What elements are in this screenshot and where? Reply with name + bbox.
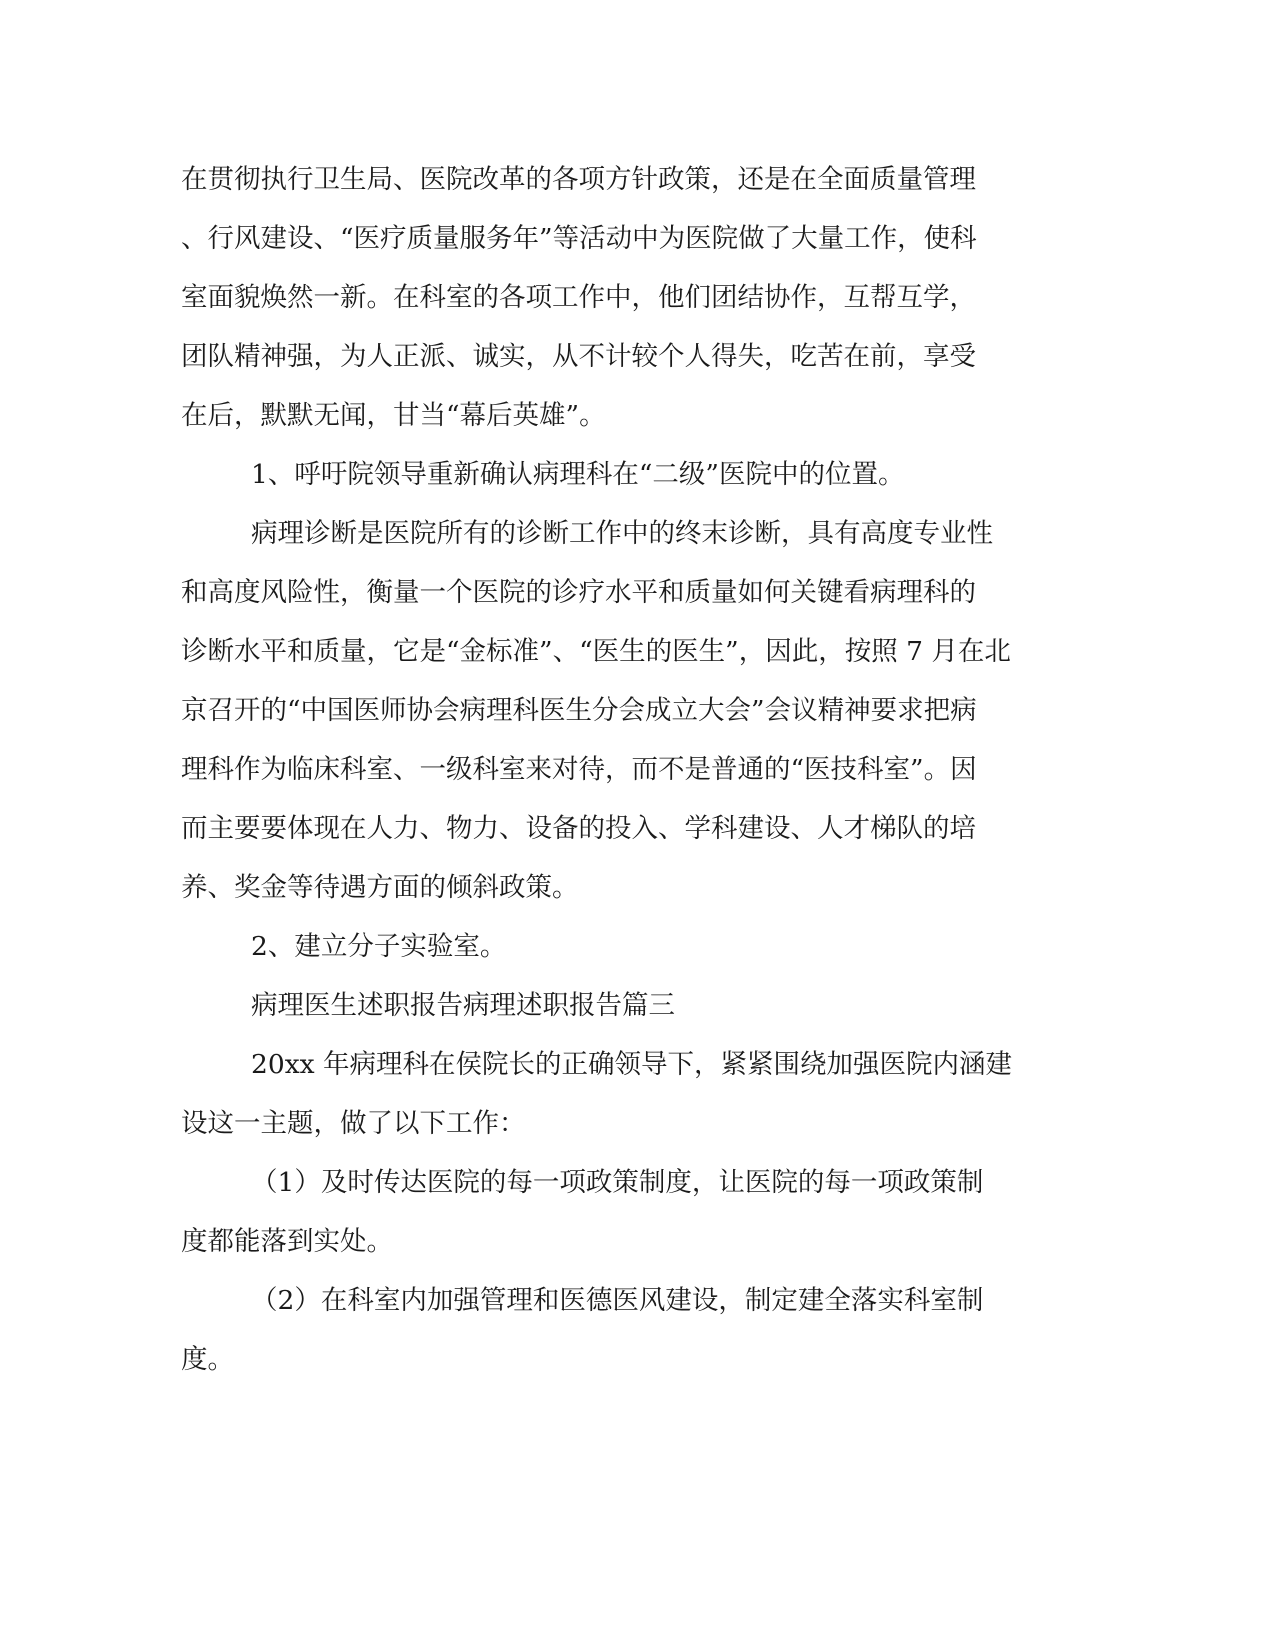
text-line: 度。 (181, 1344, 234, 1375)
text-line: 团队精神强，为人正派、诚实，从不计较个人得失，吃苦在前，享受 (181, 341, 976, 372)
text-line: 和高度风险性，衡量一个医院的诊疗水平和质量如何关键看病理科的 (181, 577, 976, 608)
text-line: 诊断水平和质量，它是“金标准”、“医生的医生”，因此，按照 7 月在北 (181, 636, 1011, 667)
text-line: 病理诊断是医院所有的诊断工作中的终末诊断，具有高度专业性 (251, 518, 993, 549)
section-heading: 2、建立分子实验室。 (251, 931, 507, 962)
section-title: 病理医生述职报告病理述职报告篇三 (251, 990, 675, 1021)
list-item: （1）及时传达医院的每一项政策制度，让医院的每一项政策制 (251, 1167, 984, 1198)
text-line: 京召开的“中国医师协会病理科医生分会成立大会”会议精神要求把病 (181, 695, 977, 726)
text-line: 、行风建设、“医疗质量服务年”等活动中为医院做了大量工作，使科 (181, 223, 977, 254)
section-heading: 1、呼吁院领导重新确认病理科在“二级”医院中的位置。 (251, 459, 905, 490)
text-line: 养、奖金等待遇方面的倾斜政策。 (181, 872, 579, 903)
text-line: 理科作为临床科室、一级科室来对待，而不是普通的“医技科室”。因 (181, 754, 977, 785)
list-item: （2）在科室内加强管理和医德医风建设，制定建全落实科室制 (251, 1285, 984, 1316)
text-line: 设这一主题，做了以下工作： (181, 1108, 526, 1139)
text-line: 而主要要体现在人力、物力、设备的投入、学科建设、人才梯队的培 (181, 813, 976, 844)
text-line: 度都能落到实处。 (181, 1226, 393, 1257)
text-line: 20xx 年病理科在侯院长的正确领导下，紧紧围绕加强医院内涵建 (251, 1049, 1013, 1080)
text-line: 在后，默默无闻，甘当“幕后英雄”。 (181, 400, 606, 431)
text-line: 室面貌焕然一新。在科室的各项工作中，他们团结协作，互帮互学， (181, 282, 976, 313)
text-line: 在贯彻执行卫生局、医院改革的各项方针政策，还是在全面质量管理 (181, 164, 976, 195)
